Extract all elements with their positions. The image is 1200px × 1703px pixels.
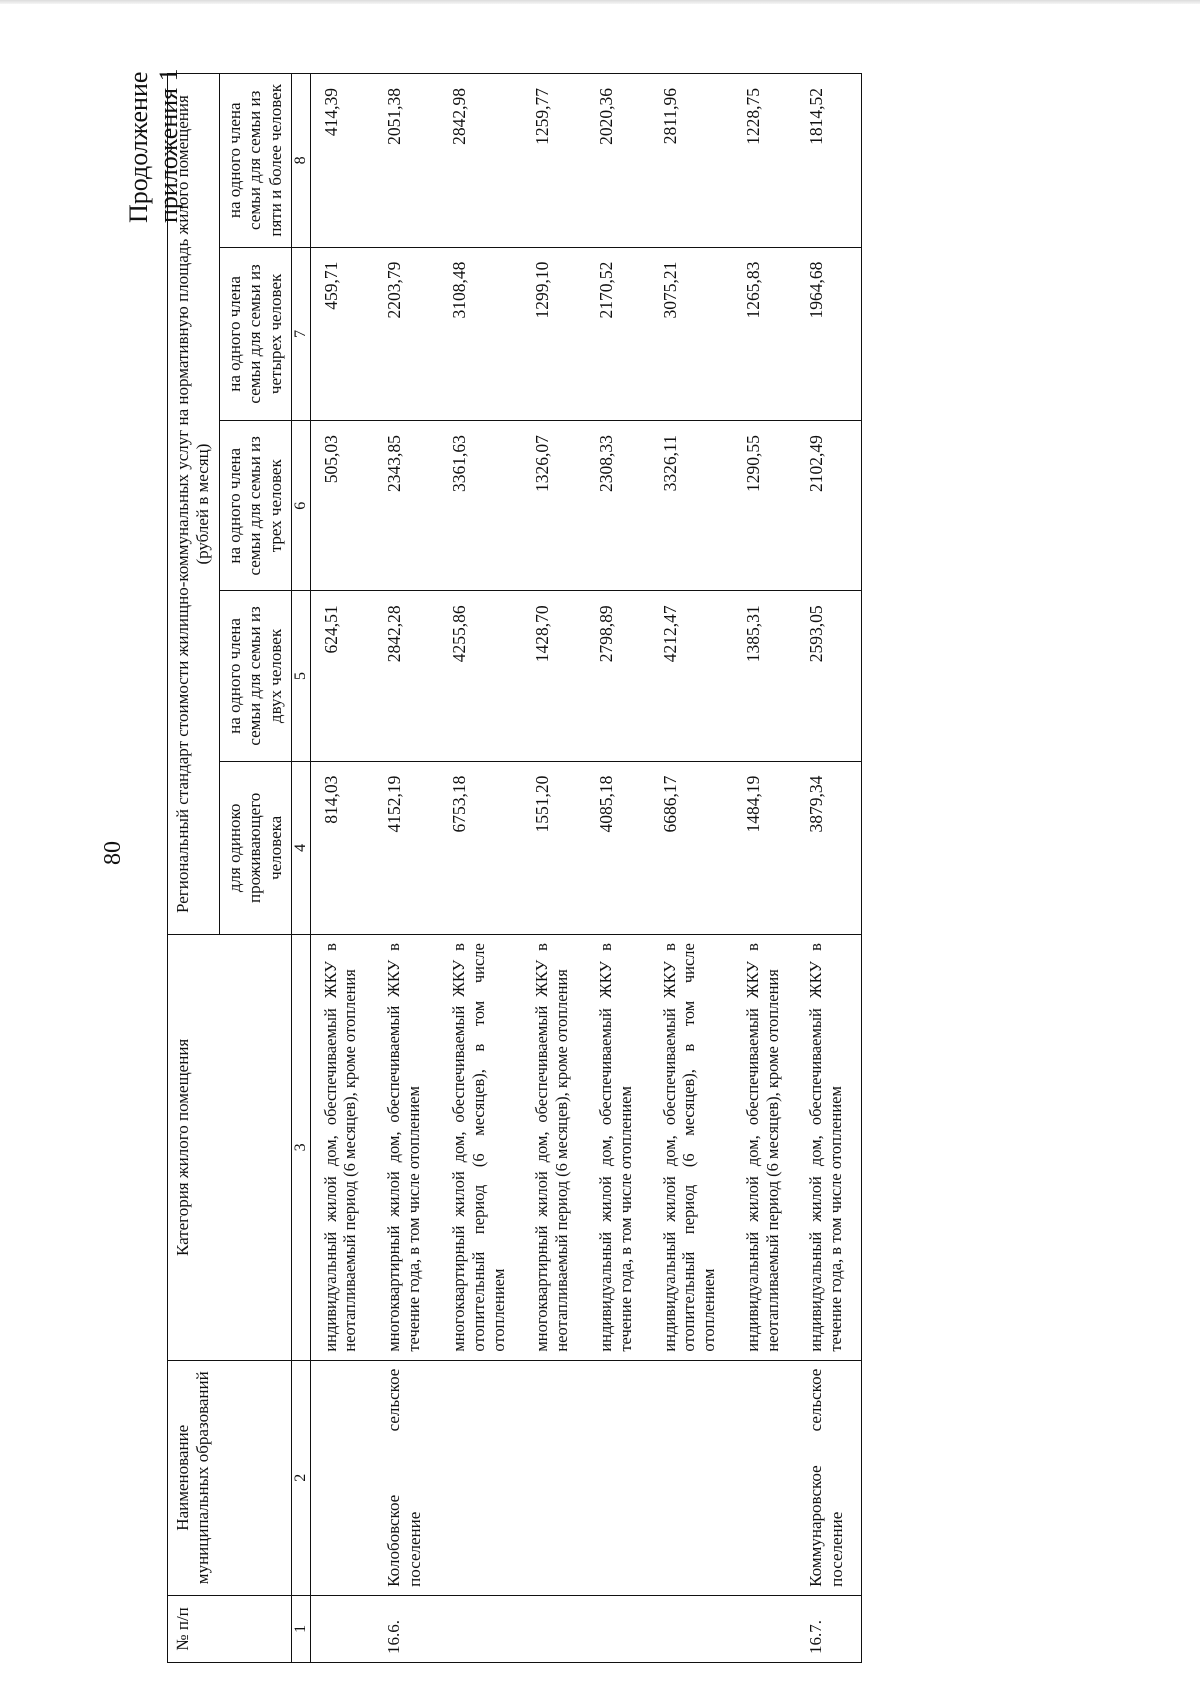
table-row xyxy=(733,74,797,1663)
value-single: 3879,34 xyxy=(796,761,861,935)
value-family-4: 1299,10 xyxy=(522,247,586,421)
housing-category: индивидуальный жилой дом, обеспечиваемый ЖКУ в неотапливаемый период (6 месяцев), кроме отопления xyxy=(310,935,374,1361)
value-family-3: 2343,85 xyxy=(374,421,439,591)
col-number: 7 xyxy=(291,247,310,421)
municipality-name xyxy=(650,1360,733,1595)
value-family-5: 1259,77 xyxy=(522,74,586,248)
value-family-2: 2842,28 xyxy=(374,591,439,761)
value-family-2: 1428,70 xyxy=(522,591,586,761)
row-number: 16.7. xyxy=(796,1595,861,1662)
table-row xyxy=(439,74,522,1663)
housing-category: многоквартирный жилой дом, обеспечиваемый ЖКУ в течение года, в том числе отоплением xyxy=(374,935,439,1361)
value-family-4: 1265,83 xyxy=(733,247,797,421)
table-row xyxy=(796,74,861,1663)
value-family-3: 505,03 xyxy=(310,421,374,591)
header-standard: Региональный стандарт стоимости жилищно-коммунальных услуг на нормативную площадь жилого помещения (рублей в месяц) xyxy=(168,74,220,935)
value-family-2: 2593,05 xyxy=(796,591,861,761)
value-family-3: 3361,63 xyxy=(439,421,522,591)
value-family-3: 2102,49 xyxy=(796,421,861,591)
value-family-2: 4212,47 xyxy=(650,591,733,761)
row-number xyxy=(310,1595,374,1662)
row-number xyxy=(439,1595,522,1662)
table-row xyxy=(374,74,439,1663)
col-number: 5 xyxy=(291,591,310,761)
header-category: Категория жилого помещения xyxy=(168,935,292,1361)
value-family-5: 2842,98 xyxy=(439,74,522,248)
col-number: 2 xyxy=(291,1360,310,1595)
value-family-3: 1326,07 xyxy=(522,421,586,591)
table-row xyxy=(650,74,733,1663)
municipality-name xyxy=(586,1360,650,1595)
value-family-5: 1228,75 xyxy=(733,74,797,248)
value-single: 1551,20 xyxy=(522,761,586,935)
standards-table xyxy=(167,73,862,1663)
header-num: № п/п xyxy=(168,1595,292,1662)
header-col4: для одиноко проживающего человека xyxy=(219,761,291,935)
continuation-label: Продолжение приложения 1 xyxy=(124,68,183,223)
row-number xyxy=(733,1595,797,1662)
value-family-4: 3108,48 xyxy=(439,247,522,421)
col-number: 1 xyxy=(291,1595,310,1662)
value-single: 4085,18 xyxy=(586,761,650,935)
value-family-5: 414,39 xyxy=(310,74,374,248)
value-single: 1484,19 xyxy=(733,761,797,935)
value-family-2: 624,51 xyxy=(310,591,374,761)
housing-category: многоквартирный жилой дом, обеспечиваемый ЖКУ в отопительный период (6 месяцев), в том числе отоплением xyxy=(439,935,522,1361)
municipality-name xyxy=(733,1360,797,1595)
col-number: 4 xyxy=(291,761,310,935)
housing-category: индивидуальный жилой дом, обеспечиваемый ЖКУ в отопительный период (6 месяцев), в том числе отоплением xyxy=(650,935,733,1361)
value-family-4: 459,71 xyxy=(310,247,374,421)
table-row xyxy=(522,74,586,1663)
municipality-name xyxy=(522,1360,586,1595)
value-family-2: 2798,89 xyxy=(586,591,650,761)
municipality-name xyxy=(310,1360,374,1595)
table-row xyxy=(310,74,374,1663)
col-number: 3 xyxy=(291,935,310,1361)
value-family-3: 3326,11 xyxy=(650,421,733,591)
housing-category: индивидуальный жилой дом, обеспечиваемый ЖКУ в течение года, в том числе отоплением xyxy=(796,935,861,1361)
col-number: 6 xyxy=(291,421,310,591)
value-single: 4152,19 xyxy=(374,761,439,935)
col-number: 8 xyxy=(291,74,310,248)
housing-category: индивидуальный жилой дом, обеспечиваемый ЖКУ в течение года, в том числе отоплением xyxy=(586,935,650,1361)
row-number xyxy=(522,1595,586,1662)
row-number xyxy=(650,1595,733,1662)
header-col7: на одного члена семьи для семьи из четырех человек xyxy=(219,247,291,421)
value-family-4: 3075,21 xyxy=(650,247,733,421)
value-family-5: 1814,52 xyxy=(796,74,861,248)
value-family-5: 2051,38 xyxy=(374,74,439,248)
header-col6: на одного члена семьи для семьи из трех человек xyxy=(219,421,291,591)
header-name: Наименование муниципальных образований xyxy=(168,1360,292,1595)
value-single: 6753,18 xyxy=(439,761,522,935)
value-family-5: 2020,36 xyxy=(586,74,650,248)
value-family-3: 2308,33 xyxy=(586,421,650,591)
value-family-4: 2203,79 xyxy=(374,247,439,421)
value-family-3: 1290,55 xyxy=(733,421,797,591)
page-number: 80 xyxy=(100,841,126,865)
header-col8: на одного члена семьи для семьи из пяти и более человек xyxy=(219,74,291,248)
value-single: 6686,17 xyxy=(650,761,733,935)
municipality-name: Колобовское сельское поселение xyxy=(374,1360,439,1595)
value-family-4: 1964,68 xyxy=(796,247,861,421)
value-family-2: 4255,86 xyxy=(439,591,522,761)
housing-category: многоквартирный жилой дом, обеспечиваемый ЖКУ в неотапливаемый период (6 месяцев), кроме отопления xyxy=(522,935,586,1361)
value-family-2: 1385,31 xyxy=(733,591,797,761)
row-number: 16.6. xyxy=(374,1595,439,1662)
value-single: 814,03 xyxy=(310,761,374,935)
header-col5: на одного члена семьи для семьи из двух человек xyxy=(219,591,291,761)
row-number xyxy=(586,1595,650,1662)
value-family-4: 2170,52 xyxy=(586,247,650,421)
table-row xyxy=(586,74,650,1663)
value-family-5: 2811,96 xyxy=(650,74,733,248)
housing-category: индивидуальный жилой дом, обеспечиваемый ЖКУ в неотапливаемый период (6 месяцев), кроме отопления xyxy=(733,935,797,1361)
municipality-name: Коммунаровское сельское поселение xyxy=(796,1360,861,1595)
municipality-name xyxy=(439,1360,522,1595)
